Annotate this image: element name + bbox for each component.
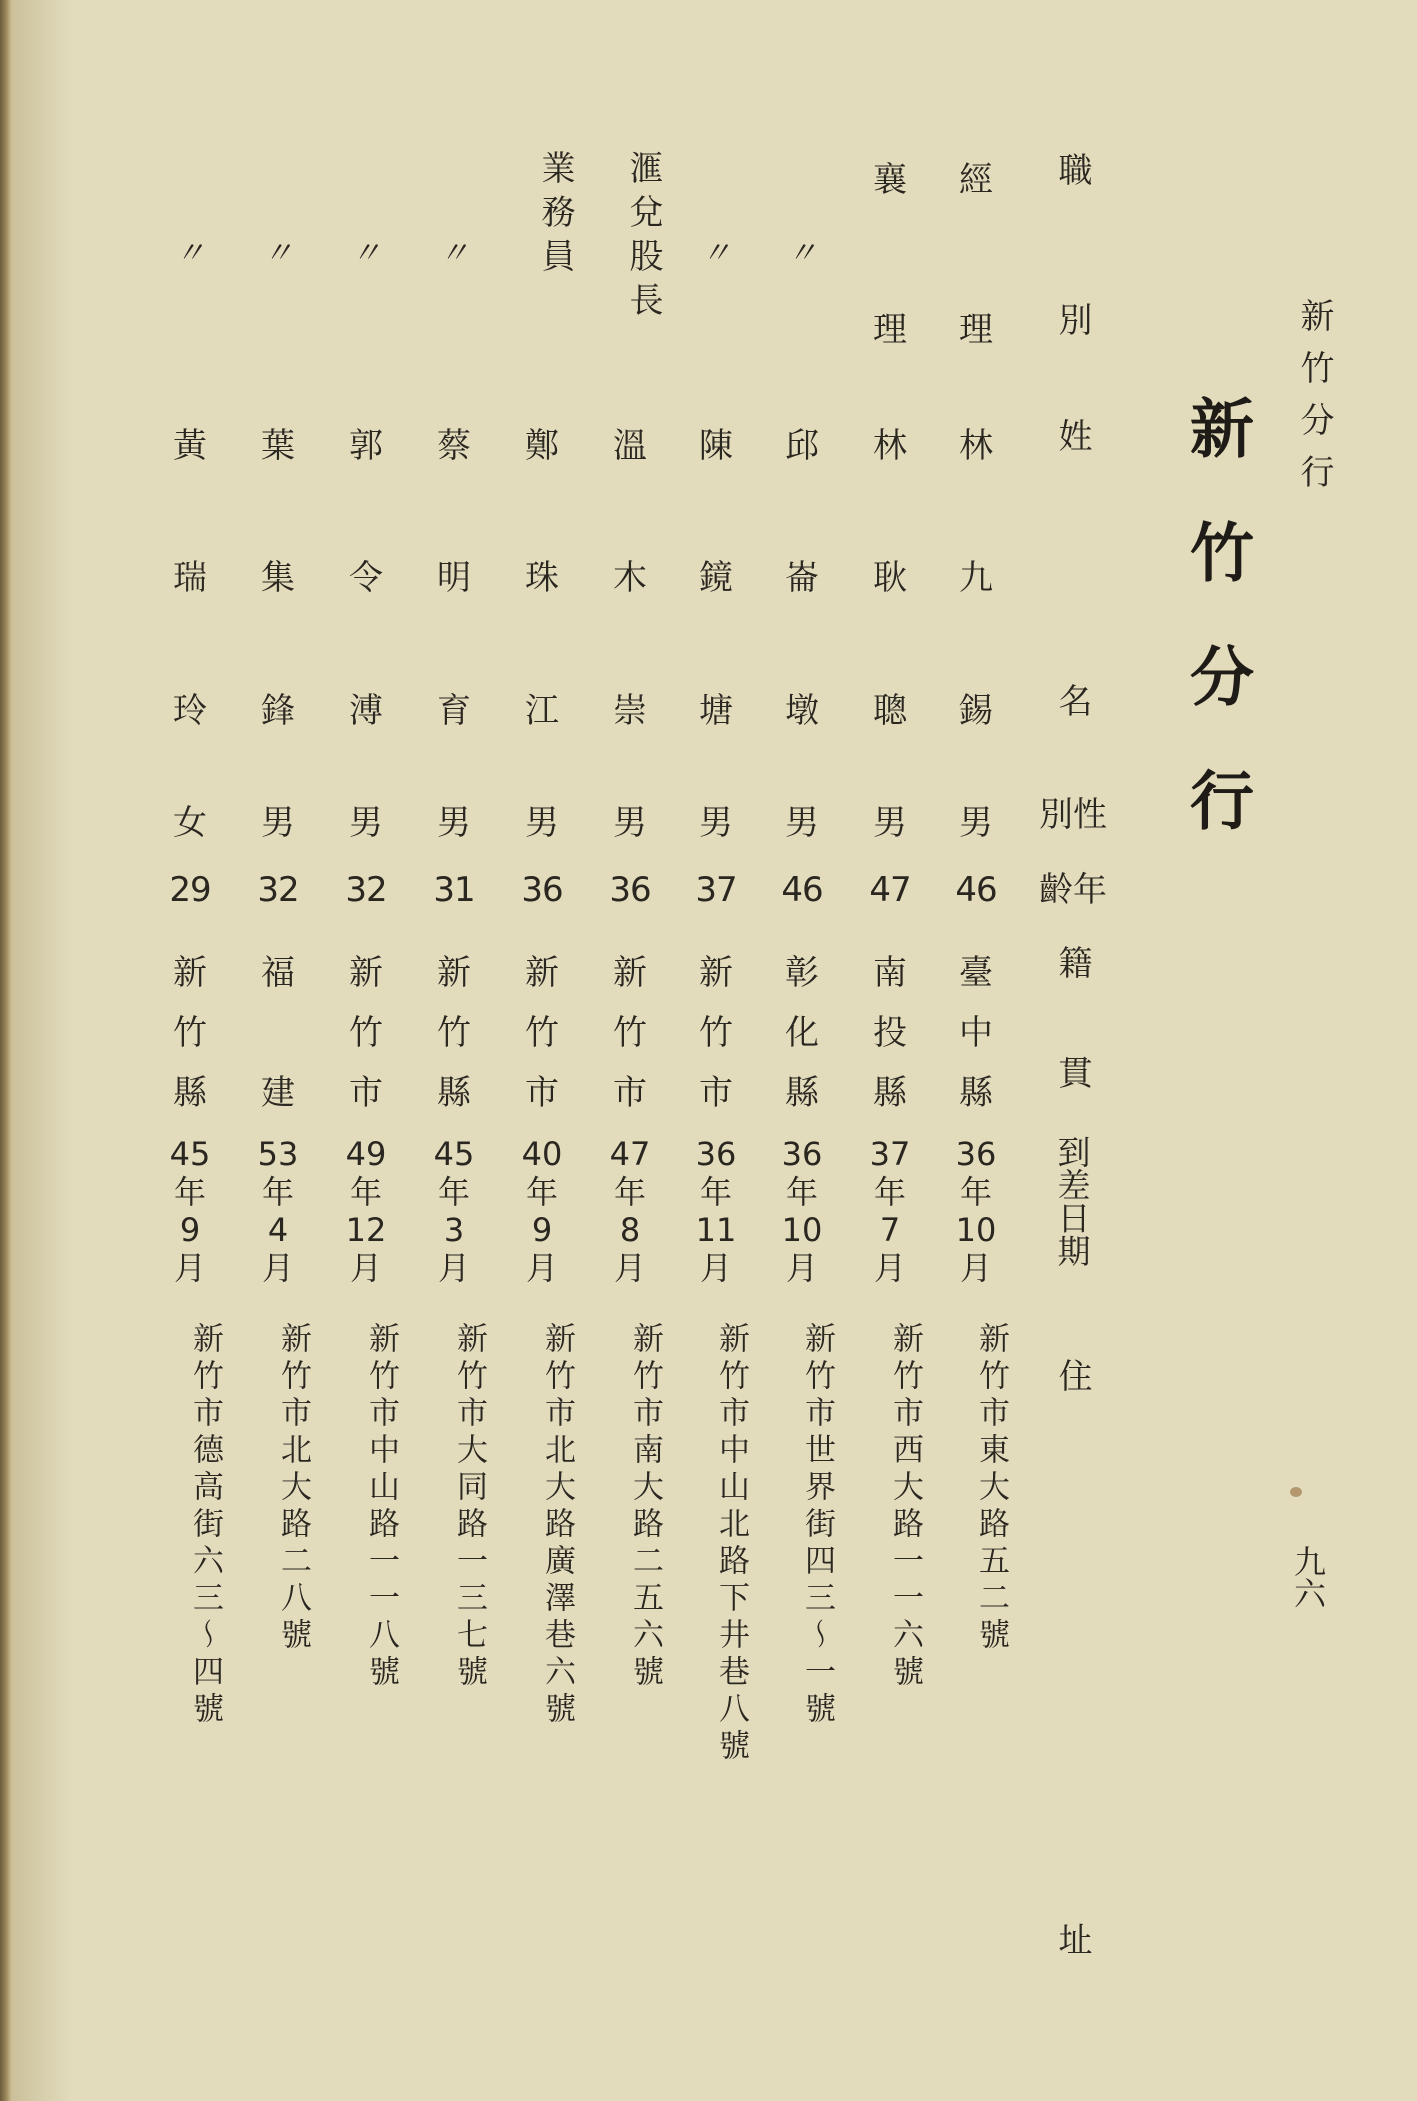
arrival-month-unit: 月 xyxy=(959,1249,992,1287)
given-name-2: 溥 xyxy=(349,691,383,731)
native-place-char: 投 xyxy=(873,1013,907,1053)
native-place-char: 縣 xyxy=(437,1073,471,1113)
sex: 男 xyxy=(261,803,295,843)
arrival-month-unit: 月 xyxy=(525,1249,558,1287)
arrival-date xyxy=(512,1135,572,1287)
arrival-date xyxy=(248,1135,308,1287)
native-place-char: 市 xyxy=(699,1073,733,1113)
arrival-year: 36 xyxy=(781,1135,823,1173)
header-native-place: 籍 xyxy=(1052,945,1092,979)
surname: 林 xyxy=(959,426,993,466)
arrival-month: 4 xyxy=(267,1211,289,1249)
arrival-year: 45 xyxy=(433,1135,475,1173)
native-place-char: 新 xyxy=(613,953,647,993)
given-name-1: 鏡 xyxy=(699,558,733,598)
sex: 男 xyxy=(437,803,471,843)
age: 46 xyxy=(781,870,823,910)
surname: 鄭 xyxy=(525,426,559,466)
surname: 黃 xyxy=(173,426,207,466)
arrival-date xyxy=(160,1135,220,1287)
sex: 男 xyxy=(873,803,907,843)
age: 32 xyxy=(345,870,387,910)
arrival-date xyxy=(860,1135,920,1287)
section-title: 新竹分行 xyxy=(1179,395,1254,891)
native-place-char: 竹 xyxy=(525,1013,559,1053)
native-place-char: 竹 xyxy=(437,1013,471,1053)
native-place-char: 新 xyxy=(699,953,733,993)
native-place-char: 市 xyxy=(349,1073,383,1113)
arrival-year-unit: 年 xyxy=(261,1173,294,1211)
native-place-char: 市 xyxy=(613,1073,647,1113)
position-char: 理 xyxy=(873,310,907,350)
native-place-char: 竹 xyxy=(613,1013,647,1053)
running-head: 新竹分行 xyxy=(1294,298,1334,506)
position-char: 理 xyxy=(959,310,993,350)
arrival-date xyxy=(686,1135,746,1287)
position-ditto-mark: 〃 xyxy=(351,236,381,271)
page-number: 九六 xyxy=(1289,1545,1327,1609)
given-name-1: 木 xyxy=(613,558,647,598)
given-name-2: 育 xyxy=(437,691,471,731)
native-place-char: 南 xyxy=(873,953,907,993)
native-place-char: 彰 xyxy=(785,953,819,993)
surname: 溫 xyxy=(613,426,647,466)
given-name-2: 錫 xyxy=(959,691,993,731)
arrival-year-unit: 年 xyxy=(785,1173,818,1211)
arrival-month-unit: 月 xyxy=(873,1249,906,1287)
given-name-2: 聰 xyxy=(873,691,907,731)
address: 新竹市西大路一一六號 xyxy=(887,1322,923,1692)
arrival-month: 9 xyxy=(179,1211,201,1249)
native-place-char: 化 xyxy=(785,1013,819,1053)
arrival-month-unit: 月 xyxy=(349,1249,382,1287)
sex: 男 xyxy=(613,803,647,843)
native-place-char: 臺 xyxy=(959,953,993,993)
given-name-1: 瑞 xyxy=(173,558,207,598)
age: 29 xyxy=(169,870,211,910)
book-spine-shadow xyxy=(0,0,12,2101)
surname: 陳 xyxy=(699,426,733,466)
address: 新竹市世界街四三〜一號 xyxy=(799,1322,835,1729)
sex: 男 xyxy=(699,803,733,843)
header-surname: 姓 xyxy=(1052,418,1092,452)
arrival-year: 36 xyxy=(955,1135,997,1173)
native-place-char: 縣 xyxy=(173,1073,207,1113)
arrival-month-unit: 月 xyxy=(437,1249,470,1287)
given-name-2: 塘 xyxy=(699,691,733,731)
native-place-char: 新 xyxy=(349,953,383,993)
arrival-date xyxy=(946,1135,1006,1287)
header-given-name: 名 xyxy=(1052,683,1092,717)
age: 36 xyxy=(521,870,563,910)
surname: 林 xyxy=(873,426,907,466)
sex: 男 xyxy=(525,803,559,843)
address: 新竹市北大路二八號 xyxy=(275,1322,311,1655)
header-position-1: 職 xyxy=(1052,152,1092,186)
address: 新竹市北大路廣澤巷六號 xyxy=(539,1322,575,1729)
arrival-date xyxy=(600,1135,660,1287)
given-name-1: 九 xyxy=(959,558,993,598)
native-place-char: 新 xyxy=(525,953,559,993)
arrival-year: 45 xyxy=(169,1135,211,1173)
header-address-top: 住 xyxy=(1052,1358,1092,1392)
arrival-month-unit: 月 xyxy=(261,1249,294,1287)
position-ditto-mark: 〃 xyxy=(439,236,469,271)
arrival-month-unit: 月 xyxy=(173,1249,206,1287)
arrival-month: 10 xyxy=(955,1211,997,1249)
arrival-year-unit: 年 xyxy=(349,1173,382,1211)
address: 新竹市大同路一三七號 xyxy=(451,1322,487,1692)
arrival-year-unit: 年 xyxy=(699,1173,732,1211)
arrival-year: 53 xyxy=(257,1135,299,1173)
arrival-month: 7 xyxy=(879,1211,901,1249)
age: 37 xyxy=(695,870,737,910)
given-name-1: 耿 xyxy=(873,558,907,598)
arrival-month-unit: 月 xyxy=(785,1249,818,1287)
address: 新竹市中山北路下井巷八號 xyxy=(713,1322,749,1766)
given-name-2: 鋒 xyxy=(261,691,295,731)
given-name-1: 珠 xyxy=(525,558,559,598)
surname: 蔡 xyxy=(437,426,471,466)
sex: 女 xyxy=(173,803,207,843)
surname: 邱 xyxy=(785,426,819,466)
paper-stain xyxy=(1290,1487,1302,1497)
native-place-char: 竹 xyxy=(699,1013,733,1053)
arrival-month: 11 xyxy=(695,1211,737,1249)
native-place-char: 新 xyxy=(437,953,471,993)
arrival-year-unit: 年 xyxy=(873,1173,906,1211)
position-char: 經 xyxy=(959,160,993,200)
arrival-year: 36 xyxy=(695,1135,737,1173)
arrival-year: 37 xyxy=(869,1135,911,1173)
position-title: 滙兌股長 xyxy=(623,150,663,326)
given-name-2: 崇 xyxy=(613,691,647,731)
arrival-month: 8 xyxy=(619,1211,641,1249)
address: 新竹市南大路二五六號 xyxy=(627,1322,663,1692)
given-name-2: 江 xyxy=(525,691,559,731)
arrival-year-unit: 年 xyxy=(613,1173,646,1211)
arrival-month-unit: 月 xyxy=(699,1249,732,1287)
arrival-year-unit: 年 xyxy=(437,1173,470,1211)
age: 46 xyxy=(955,870,997,910)
sex: 男 xyxy=(785,803,819,843)
header-age: 齡年 xyxy=(1039,870,1107,910)
age: 47 xyxy=(869,870,911,910)
arrival-year-unit: 年 xyxy=(173,1173,206,1211)
native-place-char: 縣 xyxy=(873,1073,907,1113)
given-name-1: 明 xyxy=(437,558,471,598)
given-name-1: 集 xyxy=(261,558,295,598)
given-name-1: 崙 xyxy=(785,558,819,598)
native-place-char: 中 xyxy=(959,1013,993,1053)
position-ditto-mark: 〃 xyxy=(701,236,731,271)
header-native-place-2: 貫 xyxy=(1052,1055,1092,1089)
native-place-char: 縣 xyxy=(785,1073,819,1113)
native-place-char: 新 xyxy=(173,953,207,993)
arrival-date xyxy=(336,1135,396,1287)
position-ditto-mark: 〃 xyxy=(263,236,293,271)
arrival-month: 12 xyxy=(345,1211,387,1249)
address: 新竹市東大路五二號 xyxy=(973,1322,1009,1655)
age: 31 xyxy=(433,870,475,910)
given-name-2: 玲 xyxy=(173,691,207,731)
header-address-bottom: 址 xyxy=(1052,1922,1092,1956)
arrival-year: 49 xyxy=(345,1135,387,1173)
arrival-month-unit: 月 xyxy=(613,1249,646,1287)
position-ditto-mark: 〃 xyxy=(787,236,817,271)
given-name-1: 令 xyxy=(349,558,383,598)
age: 32 xyxy=(257,870,299,910)
native-place-char: 建 xyxy=(261,1073,295,1113)
gutter-shade xyxy=(12,0,72,2101)
surname: 葉 xyxy=(261,426,295,466)
native-place-char: 福 xyxy=(261,953,295,993)
age: 36 xyxy=(609,870,651,910)
position-title: 業務員 xyxy=(535,150,575,282)
native-place-char: 縣 xyxy=(959,1073,993,1113)
arrival-year: 40 xyxy=(521,1135,563,1173)
arrival-year: 47 xyxy=(609,1135,651,1173)
arrival-year-unit: 年 xyxy=(959,1173,992,1211)
header-position-2: 別 xyxy=(1052,302,1092,336)
position-char: 襄 xyxy=(873,160,907,200)
surname: 郭 xyxy=(349,426,383,466)
header-sex: 別性 xyxy=(1039,795,1107,835)
arrival-month: 9 xyxy=(531,1211,553,1249)
native-place-char: 竹 xyxy=(349,1013,383,1053)
arrival-date xyxy=(424,1135,484,1287)
arrival-month: 10 xyxy=(781,1211,823,1249)
arrival-year-unit: 年 xyxy=(525,1173,558,1211)
sex: 男 xyxy=(349,803,383,843)
sex: 男 xyxy=(959,803,993,843)
position-ditto-mark: 〃 xyxy=(175,236,205,271)
arrival-date xyxy=(772,1135,832,1287)
address: 新竹市中山路一一八號 xyxy=(363,1322,399,1692)
native-place-char: 市 xyxy=(525,1073,559,1113)
arrival-month: 3 xyxy=(443,1211,465,1249)
header-arrival-date: 到差日期 xyxy=(1052,1135,1092,1267)
native-place-char: 竹 xyxy=(173,1013,207,1053)
given-name-2: 墩 xyxy=(785,691,819,731)
address: 新竹市德高街六三〜四號 xyxy=(187,1322,223,1729)
